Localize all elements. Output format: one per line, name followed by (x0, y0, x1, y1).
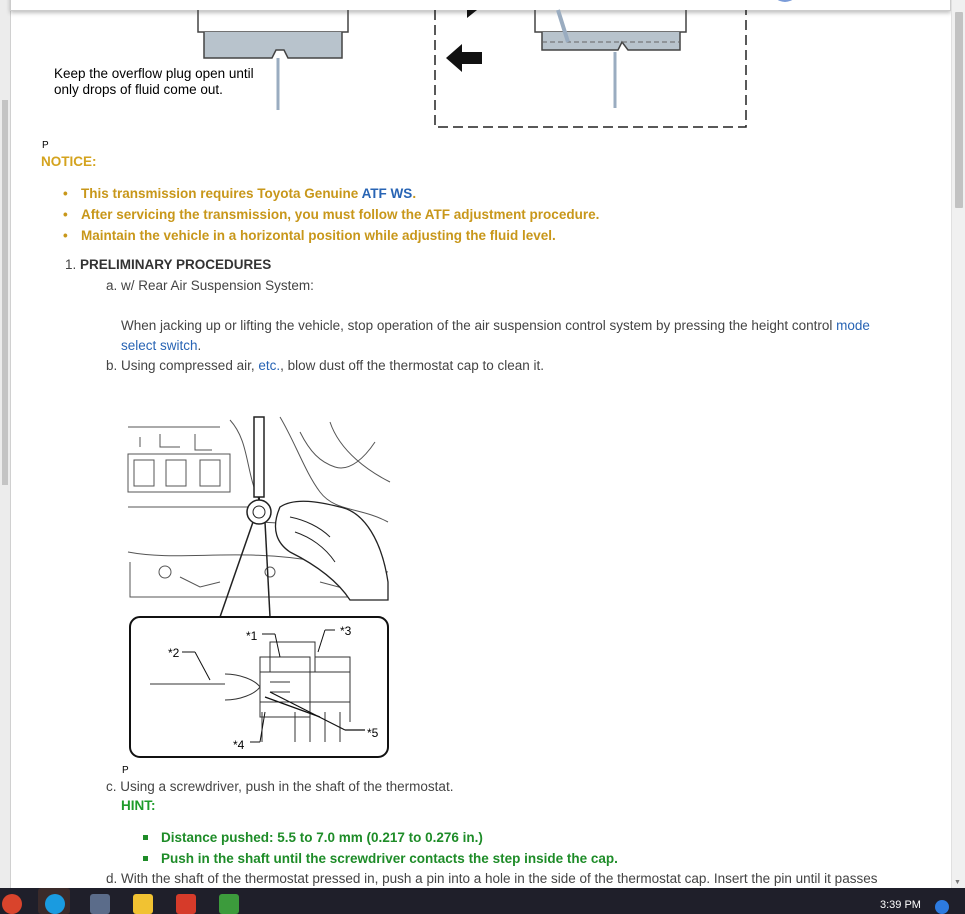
left-panel-scrollbar[interactable] (0, 0, 11, 888)
select-switch-link[interactable]: select switch (121, 338, 198, 353)
step-text: With the shaft of the thermostat pressed in, push a pin into a hole in the side of the thermostat cap. Insert the pin until it passes (121, 871, 878, 886)
bullet-icon: • (63, 207, 68, 222)
p-marker: P (42, 140, 49, 151)
hint-list (143, 827, 618, 869)
step-text: Using compressed air, (121, 358, 259, 373)
left-scroll-thumb[interactable] (2, 100, 8, 485)
notice-item (63, 183, 599, 204)
detail-end: . (197, 338, 202, 353)
etc-link[interactable]: etc. (258, 358, 281, 373)
step-1-heading (65, 255, 271, 275)
step-title: PRELIMINARY PROCEDURES (80, 257, 272, 272)
callout-2: *2 (168, 646, 180, 660)
bullet-icon: • (63, 186, 68, 201)
taskbar-clock[interactable]: 3:39 PM (880, 899, 921, 911)
callout-3: *3 (340, 624, 352, 638)
step-label: c. (106, 779, 117, 794)
step-text: Using a screwdriver, push in the shaft of the thermostat. (120, 779, 454, 794)
calculator-icon[interactable] (90, 894, 110, 914)
hint-text: Distance pushed: 5.5 to 7.0 mm (0.217 to 0.276 in.) (161, 830, 483, 845)
hint-title: HINT: (121, 798, 156, 813)
file-explorer-icon[interactable] (133, 894, 153, 914)
step-label: a. (106, 278, 118, 293)
p-marker: P (122, 765, 129, 776)
callout-1: *1 (246, 629, 258, 643)
app-icon[interactable] (219, 894, 239, 914)
step-number: 1. (65, 257, 77, 272)
bullet-icon: • (63, 228, 68, 243)
skype-icon[interactable] (45, 894, 65, 914)
notice-text-end: . (412, 186, 417, 201)
office-icon[interactable] (176, 894, 196, 914)
thermostat-figure (120, 412, 400, 762)
step-c (106, 777, 453, 797)
atf-link[interactable]: ATF WS (361, 186, 413, 201)
mode-link[interactable]: mode (836, 318, 870, 333)
notice-text: After servicing the transmission, you must follow the ATF adjustment procedure. (81, 207, 600, 222)
profile-circle-icon[interactable] (771, 0, 799, 2)
hint-item (143, 848, 618, 869)
notice-item (63, 225, 599, 246)
step-a-detail (121, 316, 931, 356)
step-label: b. (106, 358, 118, 373)
step-a (106, 276, 314, 296)
square-bullet-icon (143, 856, 148, 861)
notice-text: Maintain the vehicle in a horizontal position while adjusting the fluid level. (81, 228, 556, 243)
notification-icon[interactable] (935, 900, 949, 914)
callout-5: *5 (367, 726, 379, 740)
step-label: d. (106, 871, 118, 886)
scroll-down-arrow-icon[interactable]: ▼ (954, 879, 961, 886)
step-b (106, 356, 544, 376)
hint-text: Push in the shaft until the screwdriver contacts the step inside the cap. (161, 851, 618, 866)
hint-item (143, 827, 618, 848)
step-text: w/ Rear Air Suspension System: (121, 278, 314, 293)
page-scrollbar[interactable] (951, 0, 965, 888)
taskbar (0, 888, 965, 914)
notice-text: This transmission requires Toyota Genuine (81, 186, 362, 201)
notice-title: NOTICE: (41, 154, 97, 169)
step-d (106, 869, 877, 889)
overflow-plug-figure (180, 0, 760, 135)
notice-item (63, 204, 599, 225)
notice-list (63, 183, 599, 246)
square-bullet-icon (143, 835, 148, 840)
figure-caption-line1: Keep the overflow plug open until (54, 66, 254, 81)
step-text-end: , blow dust off the thermostat cap to clean it. (280, 358, 545, 373)
start-app-icon[interactable] (2, 894, 22, 914)
callout-4: *4 (233, 738, 245, 752)
detail-text: When jacking up or lifting the vehicle, stop operation of the air suspension control system by pressing the height control (121, 318, 833, 333)
page-scroll-thumb[interactable] (955, 12, 963, 208)
figure-caption-line2: only drops of fluid come out. (54, 82, 223, 97)
